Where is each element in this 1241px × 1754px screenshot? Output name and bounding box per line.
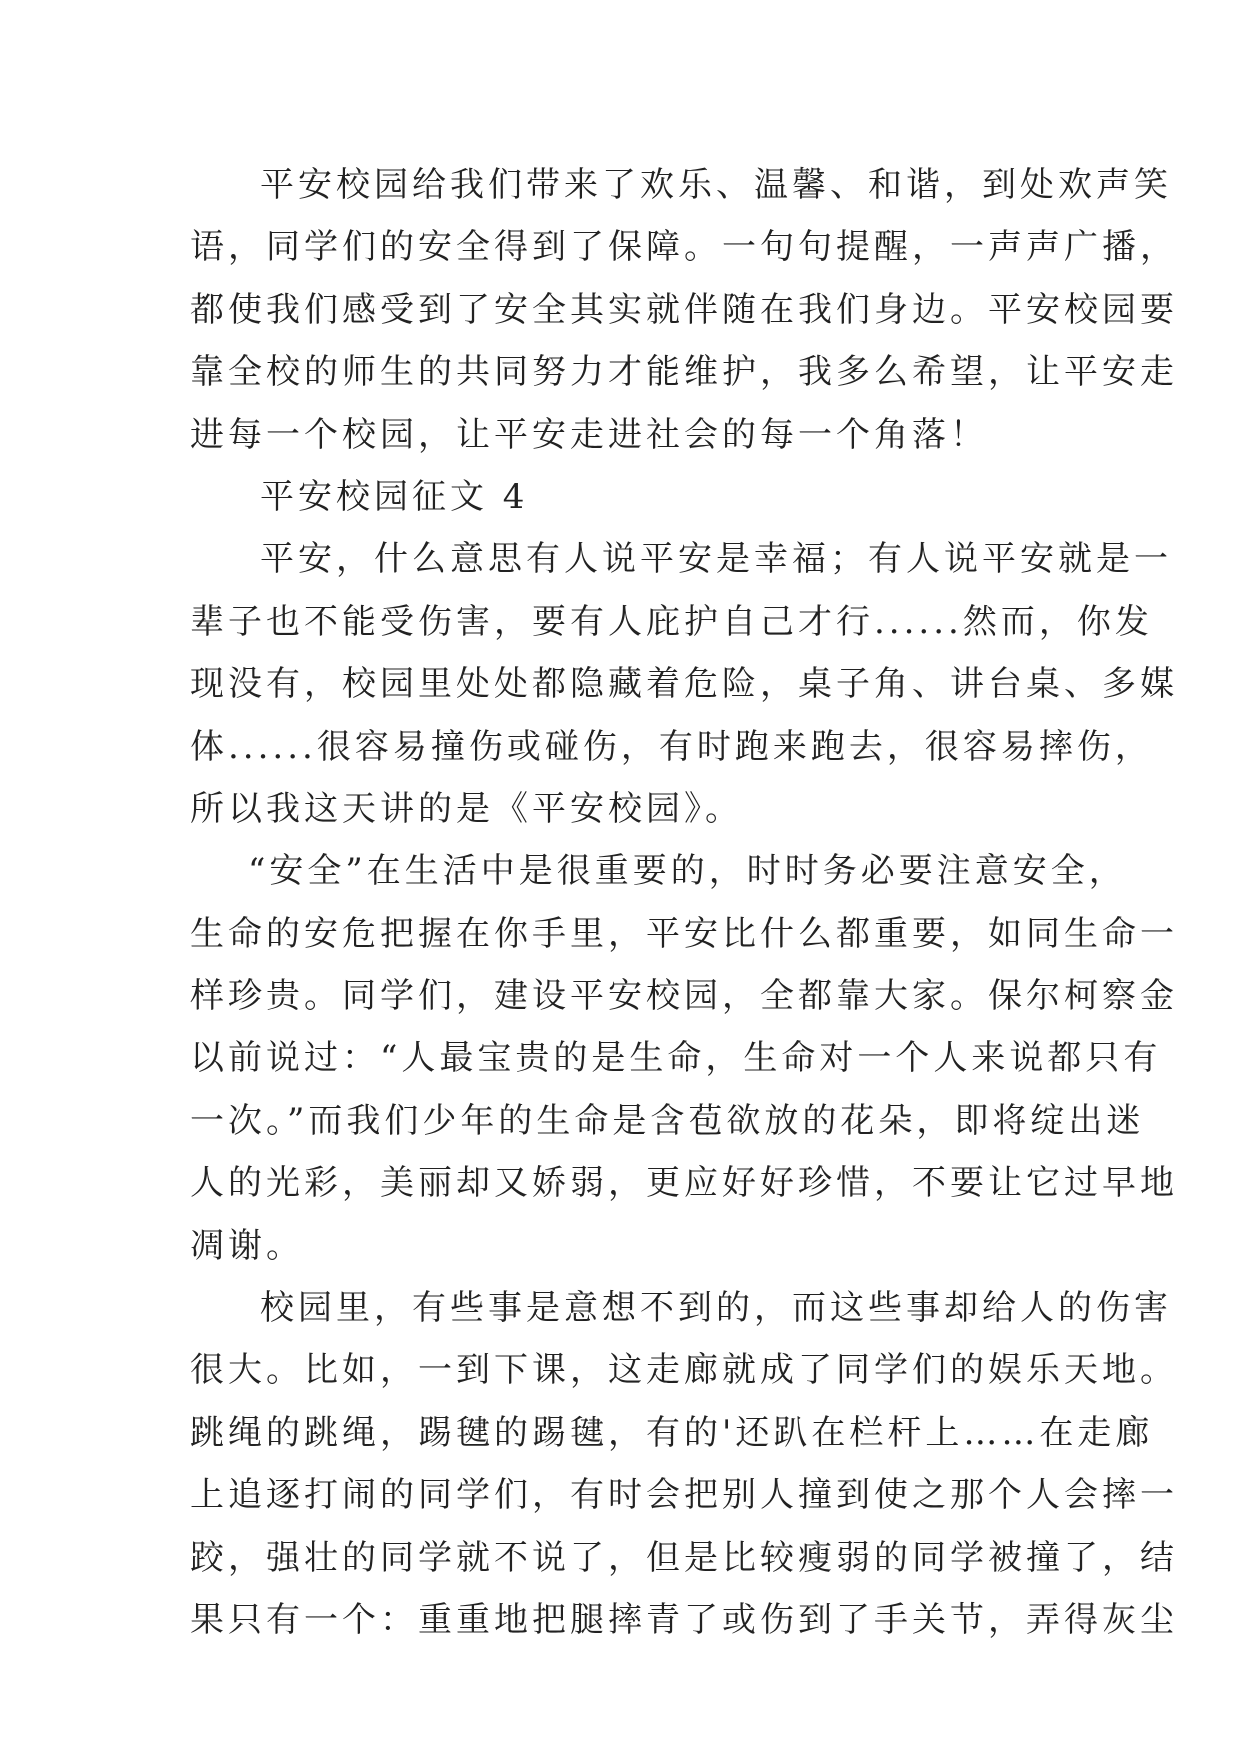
paragraph-line: 所以我这天讲的是《平安校园》。	[190, 788, 743, 829]
paragraph-line: 凋谢。	[190, 1225, 304, 1266]
paragraph-line: 很大。比如，一到下课，这走廊就成了同学们的娱乐天地。	[190, 1350, 1178, 1391]
paragraph-line: 一次。”而我们少年的生命是含苞欲放的花朵，即将绽出迷	[190, 1100, 1145, 1141]
paragraph-line: 生命的安危把握在你手里，平安比什么都重要，如同生命一	[190, 913, 1178, 954]
paragraph-line: 进每一个校园，让平安走进社会的每一个角落！	[190, 414, 988, 455]
paragraph-line: 人的光彩，美丽却又娇弱，更应好好珍惜，不要让它过早地	[190, 1163, 1178, 1204]
paragraph-line: 以前说过：“人最宝贵的是生命，生命对一个人来说都只有	[190, 1038, 1162, 1079]
paragraph-line: 果只有一个：重重地把腿摔青了或伤到了手关节，弄得灰尘	[190, 1599, 1178, 1640]
paragraph-line: 体......很容易撞伤或碰伤，有时跑来跑去，很容易摔伤，	[190, 726, 1153, 767]
paragraph-line: 辈子也不能受伤害，要有人庇护自己才行......然而，你发	[190, 601, 1153, 642]
paragraph-line: 都使我们感受到了安全其实就伴随在我们身边。平安校园要	[190, 289, 1178, 330]
paragraph-line: 校园里，有些事是意想不到的，而这些事却给人的伤害	[260, 1288, 1172, 1329]
paragraph-line: 靠全校的师生的共同努力才能维护，我多么希望，让平安走	[190, 352, 1178, 393]
paragraph-line: 平安，什么意思有人说平安是幸福；有人说平安就是一	[260, 539, 1172, 580]
paragraph-line: 跤，强壮的同学就不说了，但是比较瘦弱的同学被撞了，结	[190, 1537, 1178, 1578]
paragraph-line: 上追逐打闹的同学们，有时会把别人撞到使之那个人会摔一	[190, 1475, 1178, 1516]
paragraph-line: 现没有，校园里处处都隐藏着危险，桌子角、讲台桌、多媒	[190, 664, 1178, 705]
section-heading: 平安校园征文 4	[260, 476, 529, 517]
document-body	[190, 162, 1178, 1659]
paragraph-line: 跳绳的跳绳，踢毽的踢毽，有的'还趴在栏杆上……在走廊	[190, 1412, 1154, 1453]
paragraph-line: 平安校园给我们带来了欢乐、温馨、和谐，到处欢声笑	[260, 165, 1172, 205]
paragraph-line: 语，同学们的安全得到了保障。一句句提醒，一声声广播，	[190, 227, 1178, 268]
paragraph-line: “安全”在生活中是很重要的，时时务必要注意安全，	[248, 851, 1127, 892]
paragraph-line: 样珍贵。同学们，建设平安校园，全都靠大家。保尔柯察金	[190, 976, 1178, 1017]
